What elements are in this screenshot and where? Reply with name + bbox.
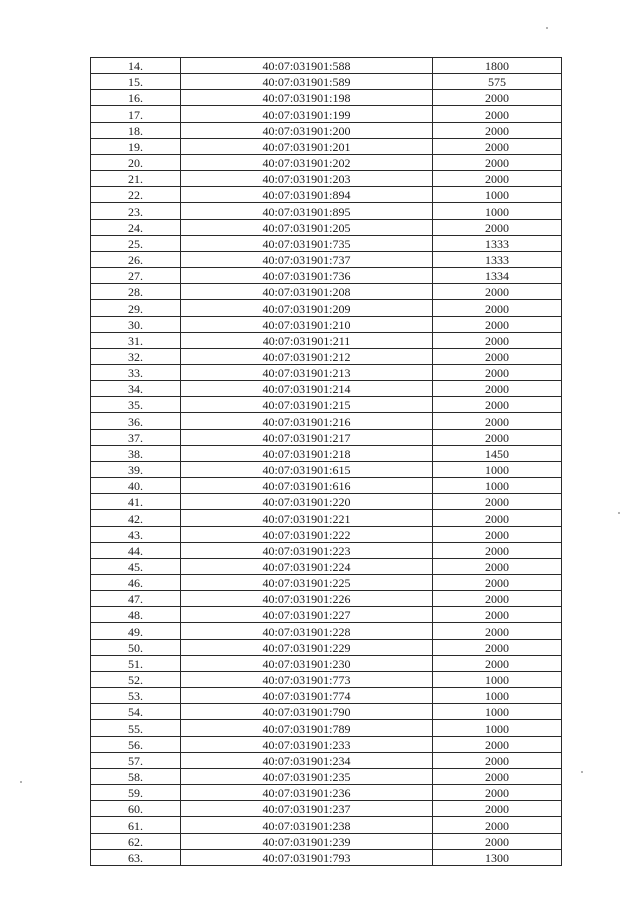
table-row [91,768,562,784]
area-cell: 1000 [433,671,562,687]
cadastral-number-cell: 40:07:031901:217 [181,429,433,445]
cadastral-number-cell: 40:07:031901:737 [181,251,433,267]
area-cell: 2000 [433,639,562,655]
table-row [91,736,562,752]
area-cell: 2000 [433,154,562,170]
cadastral-number-cell: 40:07:031901:215 [181,397,433,413]
row-number-cell: 59. [91,785,181,801]
table-row [91,381,562,397]
cadastral-number-cell: 40:07:031901:199 [181,106,433,122]
area-cell: 2000 [433,510,562,526]
cadastral-number-cell: 40:07:031901:220 [181,494,433,510]
row-number-cell: 15. [91,74,181,90]
area-cell: 2000 [433,348,562,364]
land-plot-table [90,57,562,866]
area-cell: 1000 [433,688,562,704]
cadastral-number-cell: 40:07:031901:615 [181,461,433,477]
cadastral-number-cell: 40:07:031901:230 [181,655,433,671]
cadastral-number-cell: 40:07:031901:225 [181,575,433,591]
table-row [91,526,562,542]
area-cell: 2000 [433,413,562,429]
table-row [91,849,562,865]
area-cell: 2000 [433,623,562,639]
cadastral-number-cell: 40:07:031901:228 [181,623,433,639]
area-cell: 1000 [433,203,562,219]
row-number-cell: 23. [91,203,181,219]
cadastral-number-cell: 40:07:031901:203 [181,171,433,187]
row-number-cell: 16. [91,90,181,106]
row-number-cell: 50. [91,639,181,655]
area-cell: 1450 [433,445,562,461]
cadastral-number-cell: 40:07:031901:735 [181,235,433,251]
table-row [91,187,562,203]
cadastral-number-cell: 40:07:031901:216 [181,413,433,429]
table-row [91,284,562,300]
table-row [91,235,562,251]
cadastral-number-cell: 40:07:031901:790 [181,704,433,720]
cadastral-number-cell: 40:07:031901:214 [181,381,433,397]
table-row [91,219,562,235]
area-cell: 2000 [433,364,562,380]
table-row [91,461,562,477]
area-cell: 2000 [433,300,562,316]
scan-speck [20,781,22,783]
row-number-cell: 34. [91,381,181,397]
table-row [91,154,562,170]
cadastral-number-cell: 40:07:031901:789 [181,720,433,736]
area-cell: 575 [433,74,562,90]
table-row [91,591,562,607]
row-number-cell: 49. [91,623,181,639]
row-number-cell: 20. [91,154,181,170]
cadastral-number-cell: 40:07:031901:589 [181,74,433,90]
table-row [91,558,562,574]
table-row [91,445,562,461]
table-row [91,607,562,623]
area-cell: 2000 [433,171,562,187]
table-row [91,58,562,74]
row-number-cell: 54. [91,704,181,720]
table-row [91,575,562,591]
table-row [91,817,562,833]
area-cell: 2000 [433,575,562,591]
table-row [91,623,562,639]
area-cell: 2000 [433,138,562,154]
row-number-cell: 42. [91,510,181,526]
cadastral-number-cell: 40:07:031901:213 [181,364,433,380]
row-number-cell: 60. [91,801,181,817]
row-number-cell: 46. [91,575,181,591]
cadastral-number-cell: 40:07:031901:895 [181,203,433,219]
cadastral-number-cell: 40:07:031901:205 [181,219,433,235]
row-number-cell: 14. [91,58,181,74]
cadastral-number-cell: 40:07:031901:198 [181,90,433,106]
table-row [91,138,562,154]
area-cell: 2000 [433,768,562,784]
area-cell: 2000 [433,332,562,348]
row-number-cell: 48. [91,607,181,623]
area-cell: 2000 [433,607,562,623]
table-row [91,413,562,429]
table-row [91,510,562,526]
row-number-cell: 22. [91,187,181,203]
table-row [91,397,562,413]
row-number-cell: 62. [91,833,181,849]
table-row [91,478,562,494]
row-number-cell: 55. [91,720,181,736]
table-row [91,833,562,849]
row-number-cell: 24. [91,219,181,235]
cadastral-number-cell: 40:07:031901:234 [181,752,433,768]
row-number-cell: 28. [91,284,181,300]
cadastral-number-cell: 40:07:031901:224 [181,558,433,574]
table-row [91,752,562,768]
row-number-cell: 19. [91,138,181,154]
table-row [91,655,562,671]
cadastral-number-cell: 40:07:031901:210 [181,316,433,332]
table-row [91,300,562,316]
table-row [91,704,562,720]
table-row [91,332,562,348]
row-number-cell: 39. [91,461,181,477]
row-number-cell: 56. [91,736,181,752]
cadastral-number-cell: 40:07:031901:200 [181,122,433,138]
cadastral-number-cell: 40:07:031901:212 [181,348,433,364]
row-number-cell: 58. [91,768,181,784]
cadastral-number-cell: 40:07:031901:588 [181,58,433,74]
cadastral-number-cell: 40:07:031901:221 [181,510,433,526]
scan-speck [546,27,548,29]
row-number-cell: 38. [91,445,181,461]
table-row [91,90,562,106]
area-cell: 1000 [433,461,562,477]
area-cell: 2000 [433,542,562,558]
cadastral-number-cell: 40:07:031901:208 [181,284,433,300]
area-cell: 1333 [433,251,562,267]
cadastral-number-cell: 40:07:031901:237 [181,801,433,817]
row-number-cell: 41. [91,494,181,510]
area-cell: 1000 [433,704,562,720]
cadastral-number-cell: 40:07:031901:235 [181,768,433,784]
row-number-cell: 25. [91,235,181,251]
table-row [91,542,562,558]
scan-speck [581,771,583,773]
cadastral-number-cell: 40:07:031901:239 [181,833,433,849]
row-number-cell: 31. [91,332,181,348]
cadastral-number-cell: 40:07:031901:223 [181,542,433,558]
table-row [91,122,562,138]
table-row [91,494,562,510]
cadastral-number-cell: 40:07:031901:222 [181,526,433,542]
area-cell: 2000 [433,397,562,413]
area-cell: 1333 [433,235,562,251]
row-number-cell: 51. [91,655,181,671]
area-cell: 2000 [433,785,562,801]
table-row [91,74,562,90]
table-row [91,106,562,122]
cadastral-number-cell: 40:07:031901:227 [181,607,433,623]
row-number-cell: 52. [91,671,181,687]
row-number-cell: 29. [91,300,181,316]
cadastral-number-cell: 40:07:031901:736 [181,268,433,284]
cadastral-number-cell: 40:07:031901:238 [181,817,433,833]
area-cell: 2000 [433,752,562,768]
area-cell: 2000 [433,526,562,542]
table-row [91,316,562,332]
table-row [91,785,562,801]
table-row [91,364,562,380]
area-cell: 1334 [433,268,562,284]
table-row [91,251,562,267]
scan-speck [618,512,620,514]
area-cell: 1000 [433,187,562,203]
cadastral-number-cell: 40:07:031901:233 [181,736,433,752]
table-row [91,671,562,687]
area-cell: 1000 [433,720,562,736]
row-number-cell: 63. [91,849,181,865]
cadastral-number-cell: 40:07:031901:894 [181,187,433,203]
row-number-cell: 57. [91,752,181,768]
table-row [91,639,562,655]
row-number-cell: 47. [91,591,181,607]
area-cell: 2000 [433,106,562,122]
row-number-cell: 30. [91,316,181,332]
cadastral-number-cell: 40:07:031901:773 [181,671,433,687]
row-number-cell: 18. [91,122,181,138]
row-number-cell: 44. [91,542,181,558]
area-cell: 2000 [433,494,562,510]
area-cell: 2000 [433,817,562,833]
area-cell: 2000 [433,558,562,574]
area-cell: 2000 [433,122,562,138]
cadastral-number-cell: 40:07:031901:226 [181,591,433,607]
area-cell: 2000 [433,316,562,332]
cadastral-number-cell: 40:07:031901:229 [181,639,433,655]
area-cell: 1800 [433,58,562,74]
row-number-cell: 26. [91,251,181,267]
row-number-cell: 33. [91,364,181,380]
cadastral-number-cell: 40:07:031901:616 [181,478,433,494]
cadastral-number-cell: 40:07:031901:211 [181,332,433,348]
row-number-cell: 53. [91,688,181,704]
row-number-cell: 17. [91,106,181,122]
cadastral-number-cell: 40:07:031901:209 [181,300,433,316]
area-cell: 2000 [433,429,562,445]
cadastral-number-cell: 40:07:031901:201 [181,138,433,154]
area-cell: 2000 [433,381,562,397]
area-cell: 1000 [433,478,562,494]
area-cell: 2000 [433,219,562,235]
table-row [91,720,562,736]
row-number-cell: 61. [91,817,181,833]
row-number-cell: 37. [91,429,181,445]
area-cell: 2000 [433,591,562,607]
area-cell: 1300 [433,849,562,865]
row-number-cell: 27. [91,268,181,284]
table-row [91,429,562,445]
area-cell: 2000 [433,655,562,671]
row-number-cell: 43. [91,526,181,542]
area-cell: 2000 [433,801,562,817]
cadastral-number-cell: 40:07:031901:218 [181,445,433,461]
cadastral-number-cell: 40:07:031901:774 [181,688,433,704]
row-number-cell: 32. [91,348,181,364]
row-number-cell: 45. [91,558,181,574]
row-number-cell: 21. [91,171,181,187]
table-row [91,688,562,704]
cadastral-number-cell: 40:07:031901:236 [181,785,433,801]
area-cell: 2000 [433,833,562,849]
area-cell: 2000 [433,736,562,752]
table-row [91,171,562,187]
table-row [91,801,562,817]
row-number-cell: 35. [91,397,181,413]
table-row [91,268,562,284]
row-number-cell: 36. [91,413,181,429]
row-number-cell: 40. [91,478,181,494]
area-cell: 2000 [433,284,562,300]
table-body [91,58,562,866]
table-row [91,348,562,364]
area-cell: 2000 [433,90,562,106]
cadastral-number-cell: 40:07:031901:793 [181,849,433,865]
table-row [91,203,562,219]
cadastral-number-cell: 40:07:031901:202 [181,154,433,170]
